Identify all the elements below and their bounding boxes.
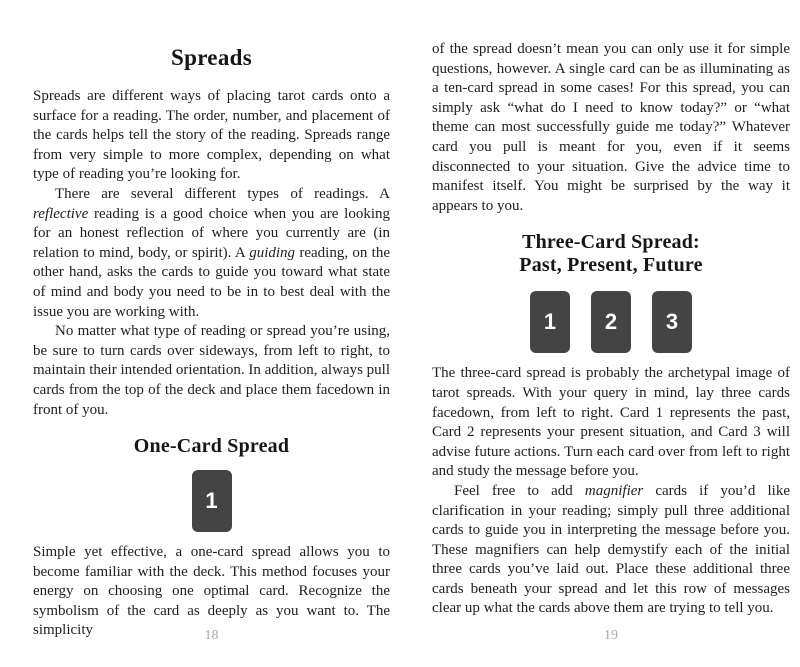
paragraph-one-card: Simple yet effective, a one-card spread allows you to become familiar with the deck. This method focuses your energy on choosing one optimal card. Recognize the symbolism of the card as deeply as you want to. The simplicity <box>33 544 390 639</box>
paragraph-three-card: The three-card spread is probably the archetypal image of tarot spreads. With your query in mind, lay three cards facedown, from left to right. Card 1 represents the past, Card 2 represents your present situation, and Card 3 will advise future actions. Turn each card over from left to right and study the message before you. <box>432 365 790 480</box>
paragraph-one-card-continued: of the spread doesn’t mean you can only use it for simple questions, however. A single card can be as illuminating as a ten-card spread in some cases! For this spread, you can simply ask “what do I need to know today?” or “what theme can most successfully guide me today?” Whatever card you pull is meant for you, even if it seems disconnected to your situation. Give the advice time to manifest itself. You might be surprised by the way it appears to you. <box>432 41 790 214</box>
page-left <box>33 0 390 667</box>
section-heading-line1: Three-Card Spread: <box>522 231 700 254</box>
tarot-card-2 <box>591 291 631 353</box>
page-number-right: 19 <box>604 628 618 643</box>
tarot-card-3 <box>652 291 692 353</box>
paragraph-magnifier: Feel free to add magnifier cards if you’d like clarification in your reading; simply pull three additional cards to guide you in interpreting the message before you. These magnifiers can help demystify each of the initial three cards you’ve laid out. Place these additional three cards beneath your spread and let this row of messages clear up what the cards above them are trying to tell you. <box>432 482 790 617</box>
page-right <box>432 0 790 667</box>
card-number-label: 3 <box>665 309 679 335</box>
one-card-diagram <box>33 470 390 532</box>
paragraph-card-handling: No matter what type of reading or spread you’re using, be sure to turn cards over sideways, from left to right, to maintain their intended orientation. In addition, always pull cards from the top of the deck and place them facedown in front of you. <box>33 323 390 418</box>
paragraph-reading-types: There are several different types of readings. A reflective reading is a good choice when you are looking for an honest reflection of where you currently are (in relation to mind, body, or spirit). A guiding reading, on the other hand, asks the cards to guide you toward what state of mind and body you need to be in to best deal with the issue you are working with. <box>33 185 391 320</box>
tarot-card-1 <box>192 470 232 532</box>
card-number-label: 1 <box>205 488 218 514</box>
section-heading-one-card: One-Card Spread <box>133 435 290 458</box>
chapter-heading: Spreads <box>171 45 252 70</box>
page-number-left: 18 <box>204 628 219 643</box>
paragraph-intro: Spreads are different ways of placing tarot cards onto a surface for a reading. The order, number, and placement of the cards helps tell the story of the reading. Spreads range from very simple to more complex, depending on what type of reading you’re looking for. <box>33 88 390 183</box>
section-heading-line2: Past, Present, Future <box>519 254 703 277</box>
tarot-card-1 <box>530 291 570 353</box>
three-card-diagram <box>432 291 790 353</box>
card-number-label: 2 <box>604 309 618 335</box>
section-heading-three-card <box>432 231 790 277</box>
card-number-label: 1 <box>543 309 557 335</box>
